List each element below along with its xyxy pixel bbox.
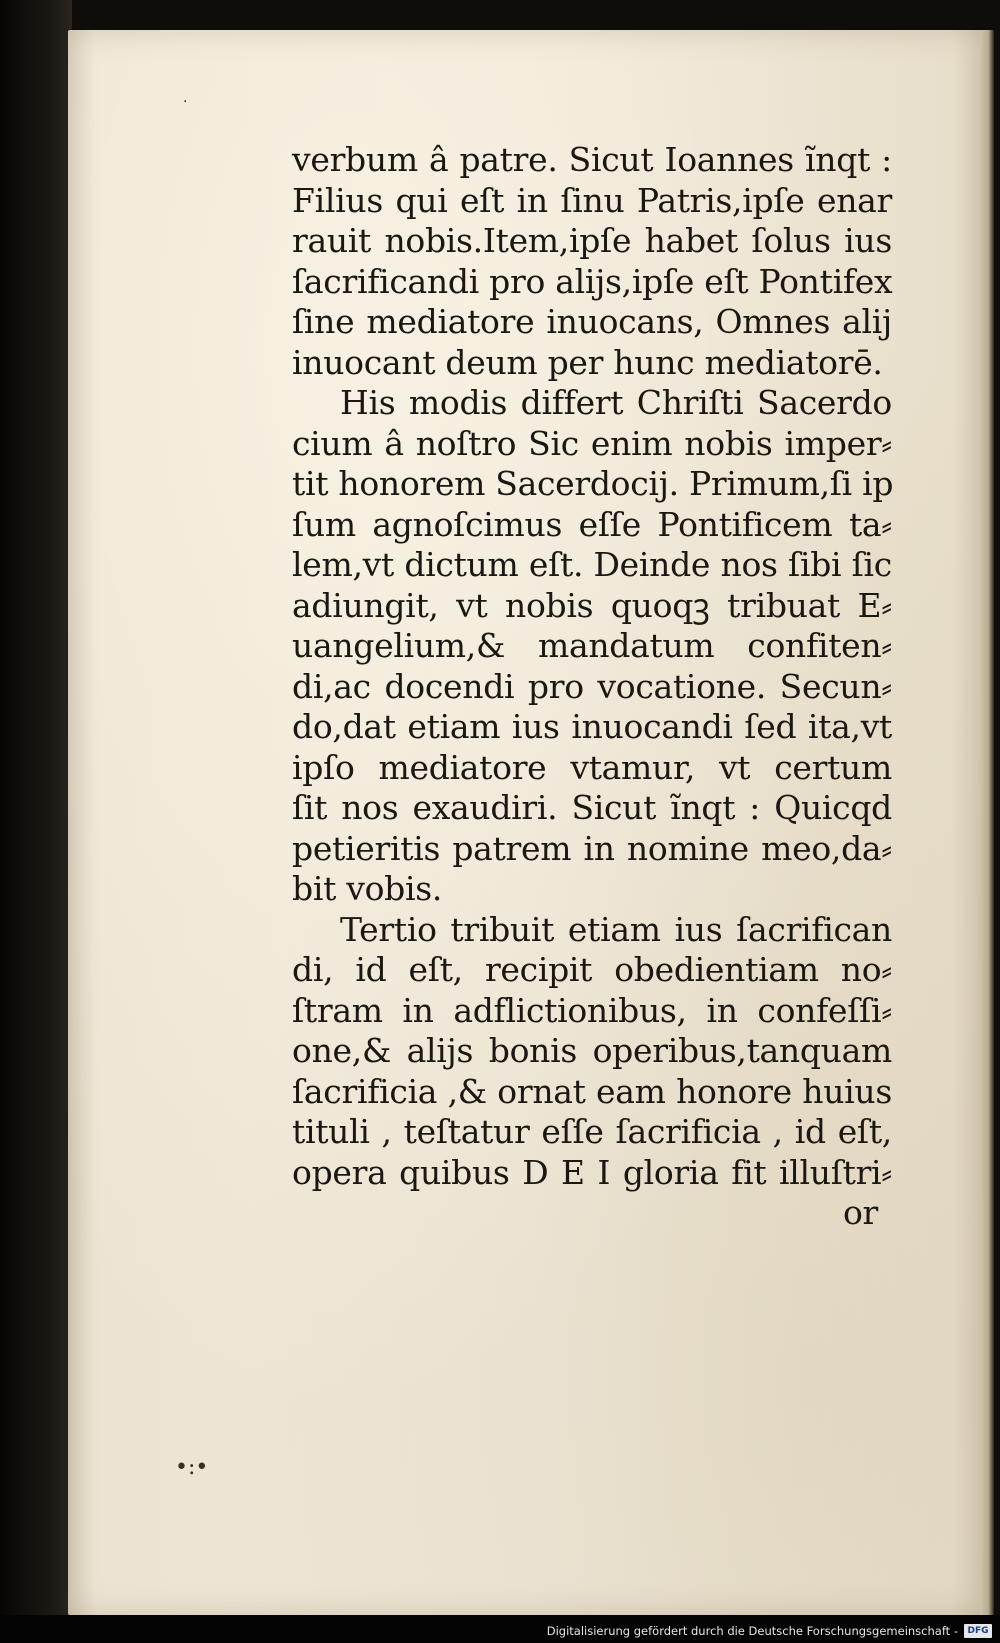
text-line: ſit nos exaudiri. Sicut ĩnqt : Quicqd [292,788,892,827]
text-line: lem,vt dictum eſt. Deinde nos ſibi ſic [292,545,892,584]
footer-credit: Digitalisierung gefördert durch die Deutsche Forschungsgemeinschaft - [546,1624,958,1638]
page-edge [980,30,994,1615]
text-line: di, id eſt, recipit obedientiam no⸗ [292,950,892,989]
text-line: opera quibus D E I gloria fit illuſtri⸗ [292,1152,892,1192]
text-line: ſacrificia ,& ornat eam honore huius [292,1071,892,1111]
text-block [292,140,892,1234]
text-line: verbum â patre. Sicut Ioannes ĩnqt : [292,140,892,179]
text-line: adiungit, vt nobis quoqꝫ tribuat E⸗ [292,585,892,625]
text-line: tituli , teſtatur eſſe ſacrificia , id eſt, [292,1112,892,1151]
text-line: rauit nobis.Item,ipſe habet ſolus ius [292,221,892,260]
text-line: petieritis patrem in nomine meo,da⸗ [292,828,892,868]
text-line: uangelium,& mandatum confiten⸗ [292,626,892,665]
catchword: or [842,1193,878,1232]
text-line: ſum agnoſcimus eſſe Pontificem ta⸗ [292,504,892,544]
text-line: tit honorem Sacerdocij. Primum,ſi ip [292,464,894,503]
dfg-logo: DFG [964,1624,992,1638]
paper-speck: . [183,90,188,106]
text-line: Filius qui eſt in ſinu Patris,ipſe enar [292,180,892,220]
paper-speck: •:• [175,1455,209,1480]
text-line: bit vobis. [292,869,443,908]
text-line: do,dat etiam ius inuocandi ſed ita,vt [292,707,892,746]
text-line: di,ac docendi pro vocatione. Secun⸗ [292,666,892,706]
text-line: ipſo mediatore vtamur, vt certum [292,747,892,787]
text-line: inuocant deum per hunc mediatorē. [292,342,883,382]
text-line: His modis differt Chriſti Sacerdo [340,383,892,422]
text-line: cium â noſtro Sic enim nobis imper⸗ [292,423,892,463]
text-line: ſtram in adflictionibus, in confeſſi⸗ [292,990,892,1030]
text-line: ſine mediatore inuocans, Omnes aliј [292,302,892,341]
text-line: one,& aliјs bonis operibus,tanquam [292,1031,892,1070]
text-line: ſacrificandi pro aliјs,ipſe eſt Pontifex [292,261,893,301]
spine-shadow [0,0,72,1643]
text-line: Tertio tribuit etiam ius ſacrifican [340,909,892,949]
